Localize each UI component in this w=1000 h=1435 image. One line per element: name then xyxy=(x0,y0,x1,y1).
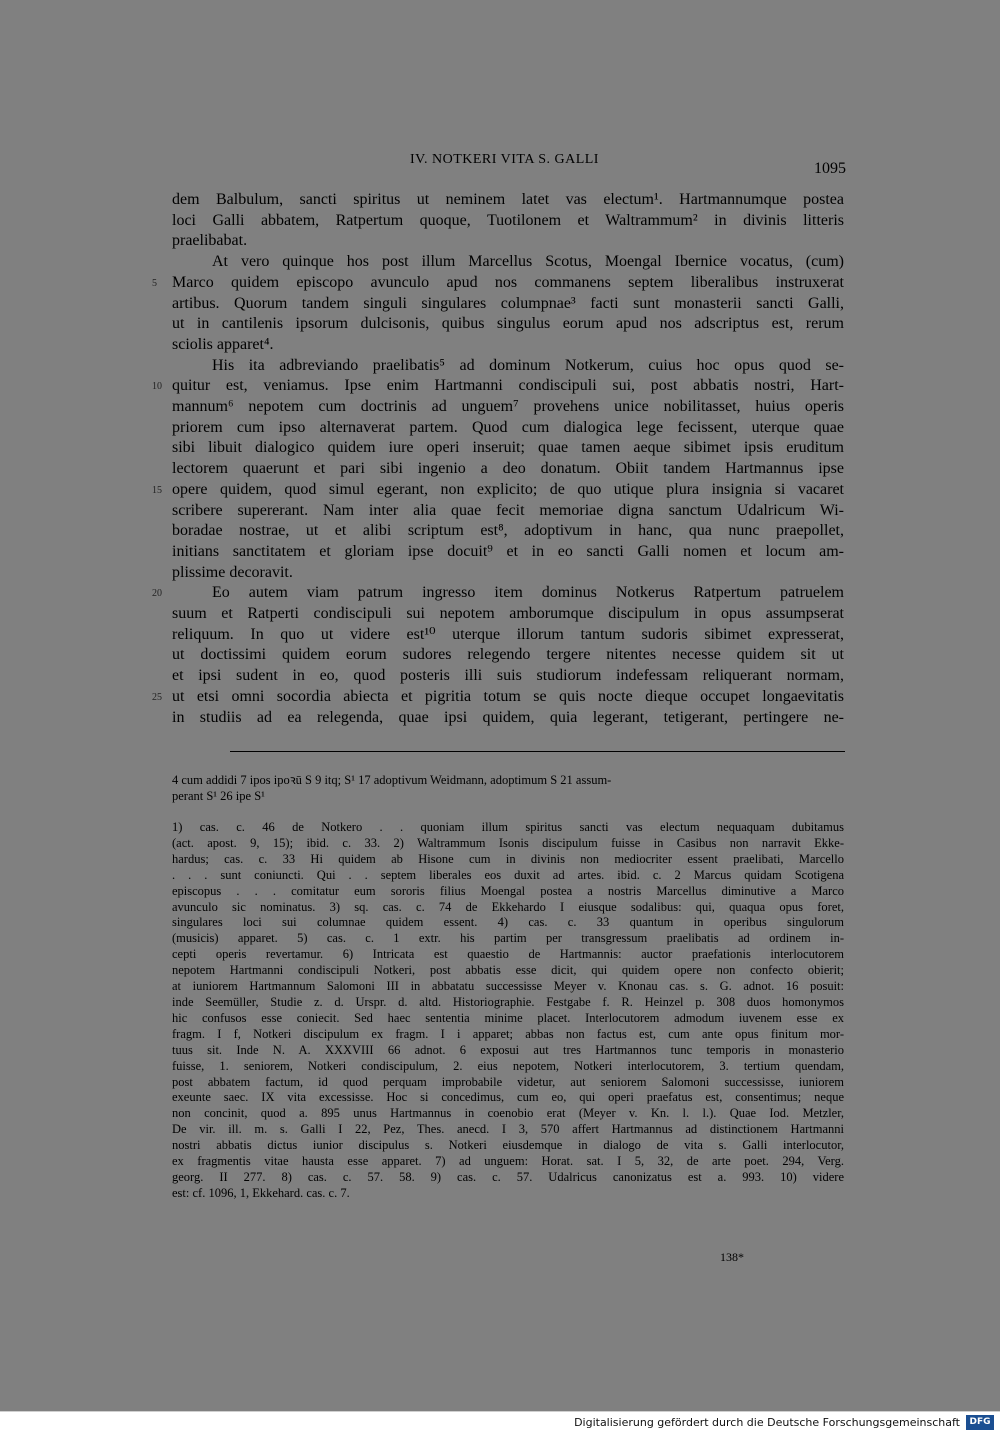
text-line: priorem cum ipso alternaverat partem. Quod cum dialogica lege fecissent, uterque quae xyxy=(172,418,844,436)
text-line: dem Balbulum, sancti spiritus ut neminem latet vas electum¹. Hartmannumque postea xyxy=(172,191,844,208)
line-number: 15 xyxy=(152,484,162,496)
footnote-line: nepotem Hartmanni condiscipuli Notkeri, post abbatis esse dicit, qui quidem opere non confecto obierit; xyxy=(172,963,844,978)
footnote-line: 1) cas. c. 46 de Notkero . . quoniam illum spiritus sancti vas electum nequaquam dubitamus xyxy=(172,820,844,834)
footnote-line: inde Seemüller, Studie z. d. Urspr. d. altd. Historiographie. Festgabe f. R. Heinzel p. 308 duos homonymos xyxy=(172,994,844,1009)
apparatus-line: perant S¹ 26 ipe S¹ xyxy=(172,789,265,803)
text-line: Eo autem viam patrum ingresso item dominus Notkerus Ratpertum patruelem xyxy=(212,584,844,602)
footnote-line: episcopus . . . comitatur eum sororis filius Moengal postea a nostris Marcellus diminutive a Marco xyxy=(172,883,844,898)
footer-bar xyxy=(0,1411,1000,1435)
text-line: quitur est, veniamus. Ipse enim Hartmanni condiscipuli sui, post abbatis nostri, Hart- xyxy=(172,377,844,395)
text-line: ut etsi omni socordia abiecta et pigritia totum se quis nocte dieque occupet longaevitatis xyxy=(172,687,844,705)
line-number: 25 xyxy=(152,691,162,703)
footnote-line: ex fragmentis vitae hausta esse apparet. 7) ad unguem: Horat. sat. I 5, 32, de arte poet. 294, Verg. xyxy=(172,1154,844,1169)
text-line: boradae nostrae, ut et alibi scriptum est⁸, adoptivum in hanc, qua nunc praepollet, xyxy=(172,522,844,540)
footnote-line: . . . sunt coniuncti. Qui . . septem liberales eos duxit ad artes. ibid. c. 2 Marcus quidam Scotigena xyxy=(172,867,844,882)
text-line: artibus. Quorum tandem singuli singulares columpnae³ facti sunt monasterii sancti Galli, xyxy=(172,294,844,312)
text-line: sibi libuit dialogico quidem iure operi inseruit; quae tamen aeque sibimet ipsis eruditum xyxy=(172,439,844,457)
footnote-line: post abbatem factum, id quod perquam improbabile videtur, aut seniorem Salomoni successisse, iuniorem xyxy=(172,1074,844,1089)
text-line: lectorem quaerunt et pari sibi ingenio a deo donatum. Obiit tandem Hartmannus ipse xyxy=(172,460,844,478)
page-number: 1095 xyxy=(814,160,846,177)
text-line: At vero quinque hos post illum Marcellus Scotus, Moengal Ibernice vocatus, (cum) xyxy=(212,253,844,271)
text-line: et ipsi sudent in eo, quod posteris illi suis studiorum indefessam reliquerant normam, xyxy=(172,667,844,685)
footnote-line: hic confusos esse coniecit. Sed haec sententia minime placet. Interlocutorem admodum iuvenem esse ex xyxy=(172,1010,844,1025)
text-line: Marco quidem episcopo avunculo apud nos commanens septem liberalibus instruxerat xyxy=(172,273,844,291)
line-number: 5 xyxy=(152,277,157,289)
footnote-line: hardus; cas. c. 33 Hi quidem ab Hisone cum in divinis non mediocriter essent praelibati, Marcello xyxy=(172,851,844,866)
running-head: IV. NOTKERI VITA S. GALLI xyxy=(410,152,599,167)
text-line: initians sanctitatem et gloriam ipse docuit⁹ et in eo sancti Galli nomen et locum am- xyxy=(172,542,844,560)
main-text xyxy=(172,190,844,728)
footnote-line: tuus sit. Inde N. A. XXXVIII 66 adnot. 6 exposui aut tres Hartmannos tunc temporis in monasterio xyxy=(172,1042,844,1057)
text-line: His ita adbreviando praelibatis⁵ ad dominum Notkerum, cuius hoc opus quod se- xyxy=(212,356,844,374)
text-line: plissime decoravit. xyxy=(172,563,293,581)
text-line: suum et Ratperti condiscipuli sui nepotem amborumque discipulum in opus assumpserat xyxy=(172,605,844,623)
text-line: scribere supererant. Nam inter alia quae fecit memoriae digna sanctum Udalricum Wi- xyxy=(172,501,844,519)
text-line: ut in cantilenis ipsorum dulcisonis, quibus singulus eorum apud nos adscriptus est, rerum xyxy=(172,315,844,333)
footnote-line: georg. II 277. 8) cas. c. 57. 58. 9) cas. c. 57. Udalricus canonizatus est a. 993. 10) videre xyxy=(172,1169,844,1184)
footnote-line: non concinit, quod a. 895 unus Hartmannus in coenobio erat (Meyer v. Kn. l. l.). Quae Iod. Metzler, xyxy=(172,1106,844,1121)
text-line: ut doctissimi quidem eorum sudores relegendo tergere nitentes necesse quidem sit ut xyxy=(172,646,844,664)
funding-note: Digitalisierung gefördert durch die Deutsche Forschungsgemeinschaft xyxy=(574,1416,960,1429)
footnote-line: fuisse, 1. seniorem, Notkeri condiscipulum, 2. eius nepotem, Notkeri interlocutorem, 3. tertium quendam, xyxy=(172,1058,844,1073)
footnote-line: De vir. ill. m. s. Galli I 22, Pez, Thes. anecd. I 3, 570 affert Hartmannus ad distinctionem Hartmanni xyxy=(172,1122,844,1137)
footnote-line: nostri abbatis dictus iunior discipulus s. Notkeri eiusdemque in dialogo de vita s. Galli interlocutor, xyxy=(172,1138,844,1153)
text-line: mannum⁶ nepotem cum doctrinis ad unguem⁷ provehens unice nobilitasset, huius operis xyxy=(172,398,844,416)
footnote-line: at iuniorem Hartmannum Salomoni III in abbatatu successisse Meyer v. Knonau cas. s. G. adnot. 16 posuit: xyxy=(172,979,844,994)
text-line: in studiis ad ea relegenda, quae ipsi quidem, quia legerant, tetigerant, pertingere ne- xyxy=(172,708,844,726)
footnote-line: cepti operis revertamur. 6) Intricata est quaestio de Hartmannis: auctor praefationis interlocutorem xyxy=(172,947,844,962)
critical-apparatus xyxy=(172,772,844,804)
footnote-line: (musicis) apparet. 5) cas. c. 1 extr. his partim per transgressum praelibatis ad ordinem in- xyxy=(172,931,844,946)
line-number: 10 xyxy=(152,381,162,393)
footnote-line: est: cf. 1096, 1, Ekkehard. cas. c. 7. xyxy=(172,1185,350,1200)
text-line: loci Galli abbatem, Ratpertum quoque, Tuotilonem et Waltrammum² in divinis litteris xyxy=(172,211,844,229)
text-line: praelibabat. xyxy=(172,232,248,250)
apparatus-line: 4 cum addidi 7 ipos ipoꝛū S 9 itq; S¹ 17 adoptivum Weidmann, adoptimum S 21 assum- xyxy=(172,773,612,787)
signature-mark: 138* xyxy=(720,1250,744,1264)
text-line: sciolis apparet⁴. xyxy=(172,335,274,353)
footnote-line: fragm. I f, Notkeri discipulum ex fragm. I i apparet; abbas non factus est, cum ante opus finitum mor- xyxy=(172,1026,844,1041)
text-line: reliquum. In quo ut videre est¹⁰ uterque illorum tantum sudoris sibimet expresserat, xyxy=(172,625,844,643)
footnote-line: (act. apost. 9, 15); ibid. c. 33. 2) Waltrammum Isonis discipulum fuisse in Casibus non narravit Ekke- xyxy=(172,835,844,850)
line-number: 20 xyxy=(152,588,162,600)
footnote-line: singulares loci sui columnae quidem essent. 4) cas. c. 33 quantum in operibus singulorum xyxy=(172,915,844,930)
footnote-rule xyxy=(230,751,845,752)
footnote-line: avunculo sic nominatus. 3) sq. cas. c. 74 de Ekkehardo I eiusque sodalibus: qui, quaqua opus foret, xyxy=(172,899,844,914)
dfg-logo: DFG xyxy=(966,1415,994,1430)
footnotes xyxy=(172,820,844,1202)
text-line: opere quidem, quod simul egerant, non explicito; de quo utique plura insignia si vacaret xyxy=(172,480,844,498)
footnote-line: exeunte saec. IX vita excessisse. Hoc si concedimus, cum eo, qui operi praefatus est, consentimus; neque xyxy=(172,1090,844,1105)
